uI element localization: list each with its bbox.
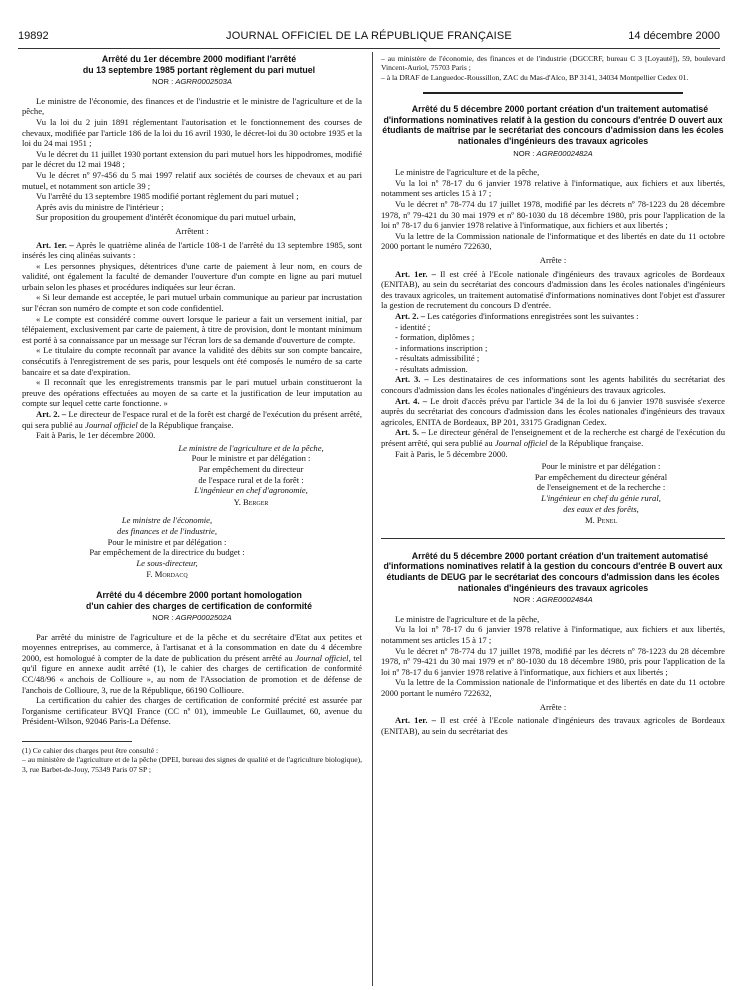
list-item: - informations inscription ; [395, 342, 488, 353]
paragraph: Vu la loi nº 78-17 du 6 janvier 1978 relative à l'informatique, aux fichiers et aux libertés, notamment ses articles 15 à 17 ; [381, 177, 725, 199]
paragraph: Vu la lettre de la Commission nationale de l'informatique et des libertés en date du 11 octobre 2000 portant le numéro 722630, [381, 230, 725, 252]
column-separator [372, 52, 373, 986]
fait-a-paris: Fait à Paris, le 1er décembre 2000. [36, 430, 156, 441]
footnote: (1) Ce cahier des charges peut être consulté : [22, 746, 159, 756]
paragraph: Le ministre de l'économie, des finances et de l'industrie et le ministre de l'agriculture et de la pêche, [22, 95, 362, 117]
list-item: - formation, diplômes ; [395, 332, 475, 343]
decree-title-line1: Arrêté du 4 décembre 2000 portant homologation [96, 589, 302, 600]
decree-pari-mutuel [22, 54, 362, 580]
footnote: – au ministère de l'agriculture et de la pêche (DPEI, bureau des signes de qualité et de l'agriculture biologique), 3, rue Barbet-de-Jouy, 75349 Paris 07 SP ; [22, 755, 362, 774]
arrete-heading: Arrête : [539, 254, 567, 265]
nor-reference: NOR : AGRE0002484A [513, 595, 593, 605]
list-item: - résultats admission. [395, 363, 468, 374]
article-1: Art. 1er. – Après le quatrième alinéa de l'article 108-1 de l'arrêté du 13 septembre 1985, sont insérés les cinq alinéas suivants : [22, 239, 362, 261]
signatory-name: Y. Berger [233, 496, 269, 507]
paragraph: Par arrêté du ministre de l'agriculture et de la pêche et du secrétaire d'Etat aux petites et moyennes entreprises, au commerce, à l'artisanat et à la consommation en date du 4 décembre 2000, est homologué à compter de la date de publication du présent arrêté au Journal officiel, tel qu'il figure en annexe audit arrêté (1), le cahier des charges de certification de conformité CC/48/96 « anchois de Collioure », au nom de l'Association de promotion et de défense de l'anchois de Collioure, 3, rue de la République, 66190 Collioure. [22, 631, 362, 695]
nor-reference: NOR : AGRE0002482A [513, 148, 593, 158]
quoted-paragraph: « Le titulaire du compte reconnaît par avance la validité des débits sur son compte bancaire, consécutifs à l'enregistrement de ses paris, pour lesquels ont été composés le numéro de sa carte bancaire et sa date d'expiration. [22, 345, 362, 377]
nor-reference: NOR : AGRR0002503A [152, 77, 232, 87]
paragraph: Le ministre de l'agriculture et de la pêche, [395, 613, 540, 624]
article-5: Art. 5. – Le directeur général de l'enseignement et de la recherche est chargé de l'exécution du présent arrêté, qui sera publié au Journal officiel de la République française. [381, 427, 725, 449]
quoted-paragraph: « Si leur demande est acceptée, le pari mutuel urbain communique au parieur par incrustation sur l'écran son numéro de compte et son code confidentiel. [22, 292, 362, 314]
decree-title-line1: Arrêté du 1er décembre 2000 modifiant l'arrêté [101, 54, 297, 64]
right-column [381, 54, 725, 736]
paragraph: Vu la loi du 2 juin 1891 réglementant l'autorisation et le fonctionnement des courses de chevaux, modifiée par l'article 186 de la loi du 16 avril 1930, le décret-loi du 30 octobre 1935 et la loi du 24 mai 1951 ; [22, 116, 362, 149]
article-2: Art. 2. – Les catégories d'informations enregistrées sont les suivantes : [395, 310, 639, 321]
article-2: Art. 2. – Le directeur de l'espace rural et de la forêt est chargé de l'exécution du présent arrêté, qui sera publié au Journal officiel de la République française. [22, 409, 362, 430]
signature-block: Pour le ministre et par délégation : Par empêchement du directeur général de l'enseignement et de la recherche : L'ingénieur en chef du génie rural, des eaux et des forêts, M. Penel [481, 461, 721, 526]
page-number: 19892 [18, 30, 49, 42]
signatory-name: F. Mordacq [146, 569, 188, 580]
section-rule [423, 92, 683, 94]
paragraph: Vu l'arrêté du 13 septembre 1985 modifié portant règlement du pari mutuel ; [36, 191, 299, 202]
paragraph: Vu le décret nº 78-774 du 17 juillet 1978, modifié par les décrets nº 78-1223 du 28 décembre 1978, nº 79-421 du 30 mai 1979 et nº 80-1030 du 18 décembre 1980, pris pour l'application de la loi nº 78-17 du 6 janvier 1978 relative à l'informatique, aux fichiers et aux libertés ; [381, 198, 725, 231]
paragraph: Vu la lettre de la Commission nationale de l'informatique et des libertés en date du 11 octobre 2000 portant le numéro 722632, [381, 677, 725, 698]
section-rule [381, 538, 725, 539]
decree-concours-b [381, 551, 725, 737]
signature-block-economie: Le ministre de l'économie, des finances et de l'industrie, Pour le ministre et par délégation : Par empêchement de la directrice du budget : Le sous-directeur, F. Mordacq [52, 515, 282, 580]
article-3: Art. 3. – Les destinataires de ces informations sont les agents habilités du secrétariat des concours d'admission dans les écoles nationales d'ingénieurs des travaux agricoles. [381, 374, 725, 396]
paragraph: Vu la loi nº 78-17 du 6 janvier 1978 relative à l'informatique, aux fichiers et aux libertés, notamment ses articles 15 à 17 ; [381, 624, 725, 645]
quoted-paragraph: « Le compte est considéré comme ouvert lorsque le parieur a fait un versement initial, par télépaiement, exclusivement par carte de paiement, à titre de provision, dont le montant minimum est porté à sa connaissance par un message sur l'écran lors de sa demande d'ouverture de compte. [22, 313, 362, 345]
decree-title: Arrêté du 5 décembre 2000 portant création d'un traitement automatisé d'informations nominatives relatif à la gestion du concours d'entrée D ouvert aux étudiants de maîtrise par le secrétariat des concours d'admission dans les écoles nationales d'ingénieurs des travaux agricoles [382, 104, 724, 146]
arretent-heading: Arrêtent : [175, 225, 209, 236]
article-1: Art. 1er. – Il est créé à l'Ecole nationale d'ingénieurs des travaux agricoles de Bordeaux (ENITAB), au sein du secrétariat des [381, 715, 725, 736]
decree-title-line2: du 13 septembre 1985 portant règlement du pari mutuel [82, 64, 316, 75]
left-column [22, 54, 362, 774]
paragraph: Après avis du ministre de l'intérieur ; [36, 201, 164, 212]
footnote: – à la DRAF de Languedoc-Roussillon, ZAC du Mas-d'Alco, BP 3141, 34034 Montpellier Cedex 01. [381, 72, 689, 82]
footnote-rule [22, 741, 132, 742]
fait-a-paris: Fait à Paris, le 5 décembre 2000. [395, 448, 508, 459]
decree-homologation [22, 590, 362, 774]
paragraph: Vu le décret du 11 juillet 1930 portant extension du pari mutuel hors les hippodromes, modifié par le décret du 12 mai 1948 ; [22, 148, 362, 170]
arrete-heading: Arrête : [539, 701, 567, 712]
paragraph: Le ministre de l'agriculture et de la pêche, [395, 167, 540, 178]
page-header [18, 30, 720, 46]
decree-title: Arrêté du 5 décembre 2000 portant création d'un traitement automatisé d'informations nominatives relatif à la gestion du concours d'entrée B ouvert aux étudiants de DEUG par le secrétariat des concours d'admission dans les écoles nationales d'ingénieurs des travaux agricoles [383, 550, 723, 593]
nor-reference: NOR : AGRP0002502A [152, 613, 232, 623]
footnote: – au ministère de l'économie, des finances et de l'industrie (DGCCRF, bureau C 3 [Loyauté]), 59, boulevard Vincent-Auriol, 75703 Paris ; [381, 54, 725, 73]
decree-concours-d [381, 104, 725, 526]
article-1: Art. 1er. – Il est créé à l'Ecole nationale d'ingénieurs des travaux agricoles de Bordeaux (ENITAB), au sein du secrétariat des concours d'admission dans les écoles nationales d'ingénieurs des travaux agricoles, un traitement automatisé d'informations nominatives dont l'objet est d'assurer la gestion de recrutement du concours D d'entrée. [381, 268, 725, 311]
article-4: Art. 4. – Le droit d'accès prévu par l'article 34 de la loi du 6 janvier 1978 susvisée s'exerce auprès du secrétariat des concours d'admission dans les écoles nationales d'ingénieurs des travaux agricoles, ENITA de Bordeaux, BP 201, 33175 Gradignan Cedex. [381, 395, 726, 427]
list-item: - identité ; [395, 321, 431, 332]
quoted-paragraph: « Il reconnaît que les enregistrements transmis par le pari mutuel urbain constitueront la preuve des opérations effectuées au moyen de sa carte et la justification de leur imputation au compte sur lequel cette carte fonctionne. » [22, 377, 362, 409]
categories-list [381, 322, 725, 375]
paragraph: Sur proposition du groupement d'intérêt économique du pari mutuel urbain, [36, 212, 296, 223]
signature-block-agriculture: Le ministre de l'agriculture et de la pêche, Pour le ministre et par délégation : Par empêchement du directeur de l'espace rural et de la forêt : L'ingénieur en chef d'agronomie, Y. Berger [140, 443, 362, 508]
quoted-paragraph: « Les personnes physiques, détentrices d'une carte de paiement à leur nom, en cours de validité, ont également la faculté de demander l'ouverture d'un compte en ligne au pari mutuel urbain selon les phases et procédures indiquées sur leur écran. [22, 260, 362, 292]
list-item: - résultats admissibilité ; [395, 353, 480, 364]
journal-title: JOURNAL OFFICIEL DE LA RÉPUBLIQUE FRANÇAISE [226, 30, 512, 42]
paragraph: Vu le décret nº 97-456 du 5 mai 1997 relatif aux sociétés de courses de chevaux et au pari mutuel, et notamment son article 39 ; [22, 169, 362, 191]
issue-date: 14 décembre 2000 [628, 30, 720, 42]
signatory-name: M. Penel [584, 515, 618, 526]
header-rule [18, 48, 720, 49]
paragraph: La certification du cahier des charges de certification de conformité précité est assurée par l'organisme certificateur BVQI France (CC nº 01), immeuble Le Guillaumet, 60, avenue du Président-Wilson, 92046 Paris-La Défense. [22, 695, 362, 727]
paragraph: Vu le décret nº 78-774 du 17 juillet 1978, modifié par les décrets nº 78-1223 du 28 décembre 1978, nº 79-421 du 30 mai 1979 et nº 80-1030 du 18 décembre 1980, pris pour l'application de la loi nº 78-17 du 6 janvier 1978 relative à l'informatique, aux fichiers et aux libertés ; [381, 645, 725, 677]
decree-title-line2: d'un cahier des charges de certification de conformité [86, 600, 312, 611]
